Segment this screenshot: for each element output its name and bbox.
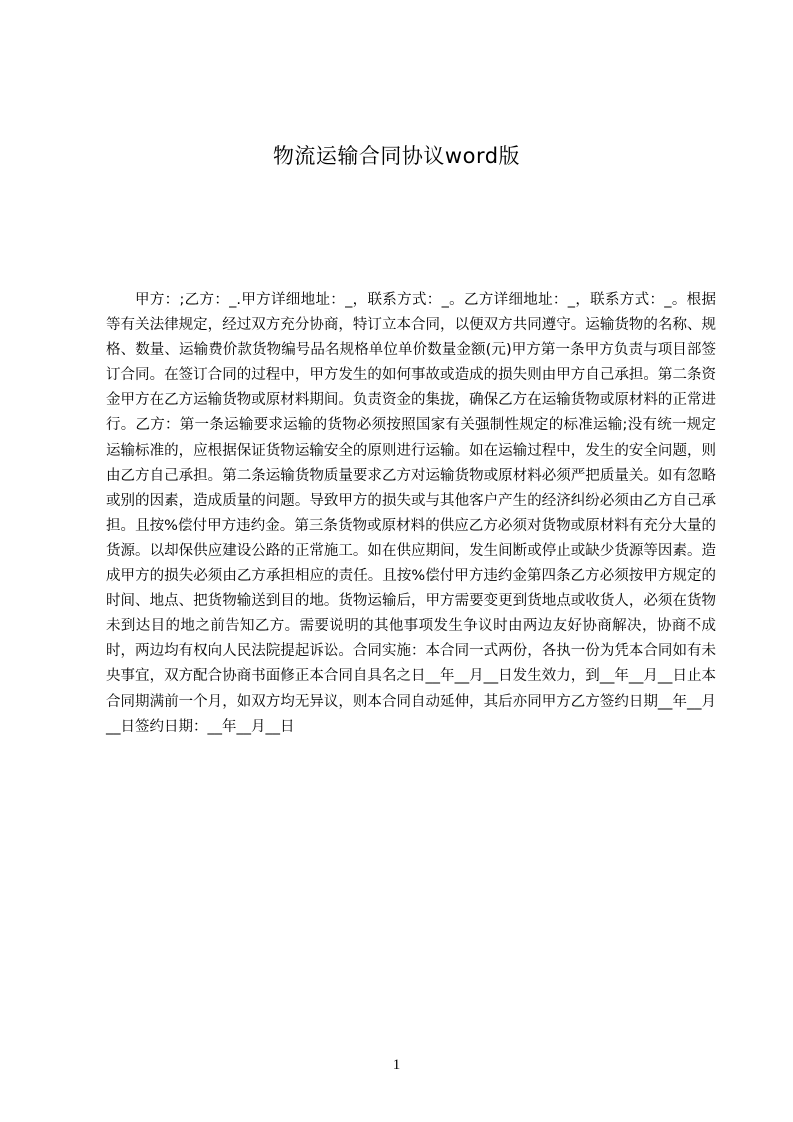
document-body-paragraph: 甲方：;乙方：_.甲方详细地址：_，联系方式：_。乙方详细地址：_，联系方式：_。根据等有关法律规定，经过双方充分协商，特订立本合同，以便双方共同遵守。运输货物的名称、规格、数量、运输费价款货物编号品名规格单位单价数量金额(元)甲方第一条甲方负责与项目部签订合同。在签订合同的过程中，甲方发生的如何事故或造成的损失则由甲方自己承担。第二条资金甲方在乙方运输货物或原材料期间。负责资金的集拢，确保乙方在运输货物或原材料的正常进行。乙方：第一条运输要求运输的货物必须按照国家有关强制性规定的标准运输;没有统一规定运输标准的，应根据保证货物运输安全的原则进行运输。如在运输过程中，发生的安全问题，则由乙方自己承担。第二条运输货物质量要求乙方对运输货物或原材料必须严把质量关。如有忽略或别的因素，造成质量的问题。导致甲方的损失或与其他客户产生的经济纠纷必须由乙方自己承担。且按%偿付甲方违约金。第三条货物或原材料的供应乙方必须对货物或原材料有充分大量的货源。以却保供应建设公路的正常施工。如在供应期间，发生间断或停止或缺少货源等因素。造成甲方的损失必须由乙方承担相应的责任。且按%偿付甲方违约金第四条乙方必须按甲方规定的时间、地点、把货物输送到目的地。货物运输后，甲方需要变更到货地点或收货人，必须在货物未到达目的地之前告知乙方。需要说明的其他事项发生争议时由两边友好协商解决，协商不成时，两边均有权向人民法院提起诉讼。合同实施：本合同一式两份，各执一份为凭本合同如有未央事宜，双方配合协商书面修正本合同自具名之日__年__月__日发生效力，到__年__月__日止本合同期满前一个月，如双方均无异议，则本合同自动延伸，其后亦同甲方乙方签约日期__年__月__日签约日期：__年__月__日 xyxy=(106,292,716,735)
document-title: 物流运输合同协议word版 xyxy=(272,144,521,168)
page-number: 1 xyxy=(392,1057,401,1073)
